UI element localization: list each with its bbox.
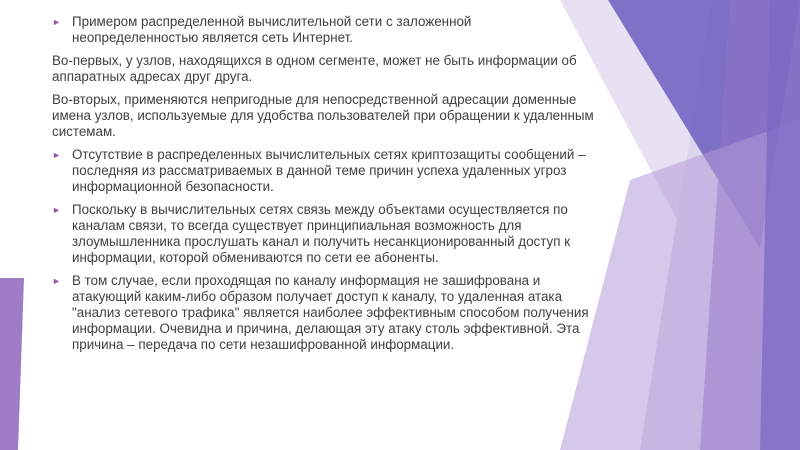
paragraph-text: Во-первых, у узлов, находящихся в одном сегменте, может не быть информации об аппаратных адресах друг друга. [52,53,577,84]
bullet-arrow-icon: ► [52,205,61,215]
bullet-arrow-icon: ► [52,150,61,160]
bullet-paragraph-4 [52,147,600,195]
bullet-paragraph-6 [52,273,600,353]
bullet-paragraph-5 [52,202,600,266]
bullet-arrow-icon: ► [52,17,61,27]
plain-paragraph-2 [52,53,600,85]
paragraph-text: В том случае, если проходящая по каналу информация не зашифрована и атакующий каким-либо образом получает доступ к каналу, то удаленная атака "анализ сетевого трафика" является наиболее эффективным способом получения информации. Очевидна и причина, делающая эту атаку столь эффективной. Эта причина – передача по сети незашифрованной информации. [72,273,589,352]
bullet-paragraph-1 [52,14,600,46]
paragraph-text: Примером распределенной вычислительной сети с заложенной неопределенностью является сеть Интернет. [72,14,472,45]
left-stripe [0,278,24,450]
paragraph-text: Поскольку в вычислительных сетях связь между объектами осуществляется по каналам связи, то всегда существует принципиальная возможность для злоумышленника прослушать канал и получить несанкционированный доступ к информации, которой обмениваются по сети ее абоненты. [72,202,571,265]
text-content [52,14,600,360]
plain-paragraph-3 [52,92,600,140]
paragraph-text: Во-вторых, применяются непригодные для непосредственной адресации доменные имена узлов, используемые для удобства пользователей при обращении к удаленным системам. [52,92,594,139]
bullet-arrow-icon: ► [52,276,61,286]
paragraph-text: Отсутствие в распределенных вычислительных сетях криптозащиты сообщений – последняя из рассматриваемых в данной теме причин успеха удаленных угроз информационной безопасности. [72,147,586,194]
